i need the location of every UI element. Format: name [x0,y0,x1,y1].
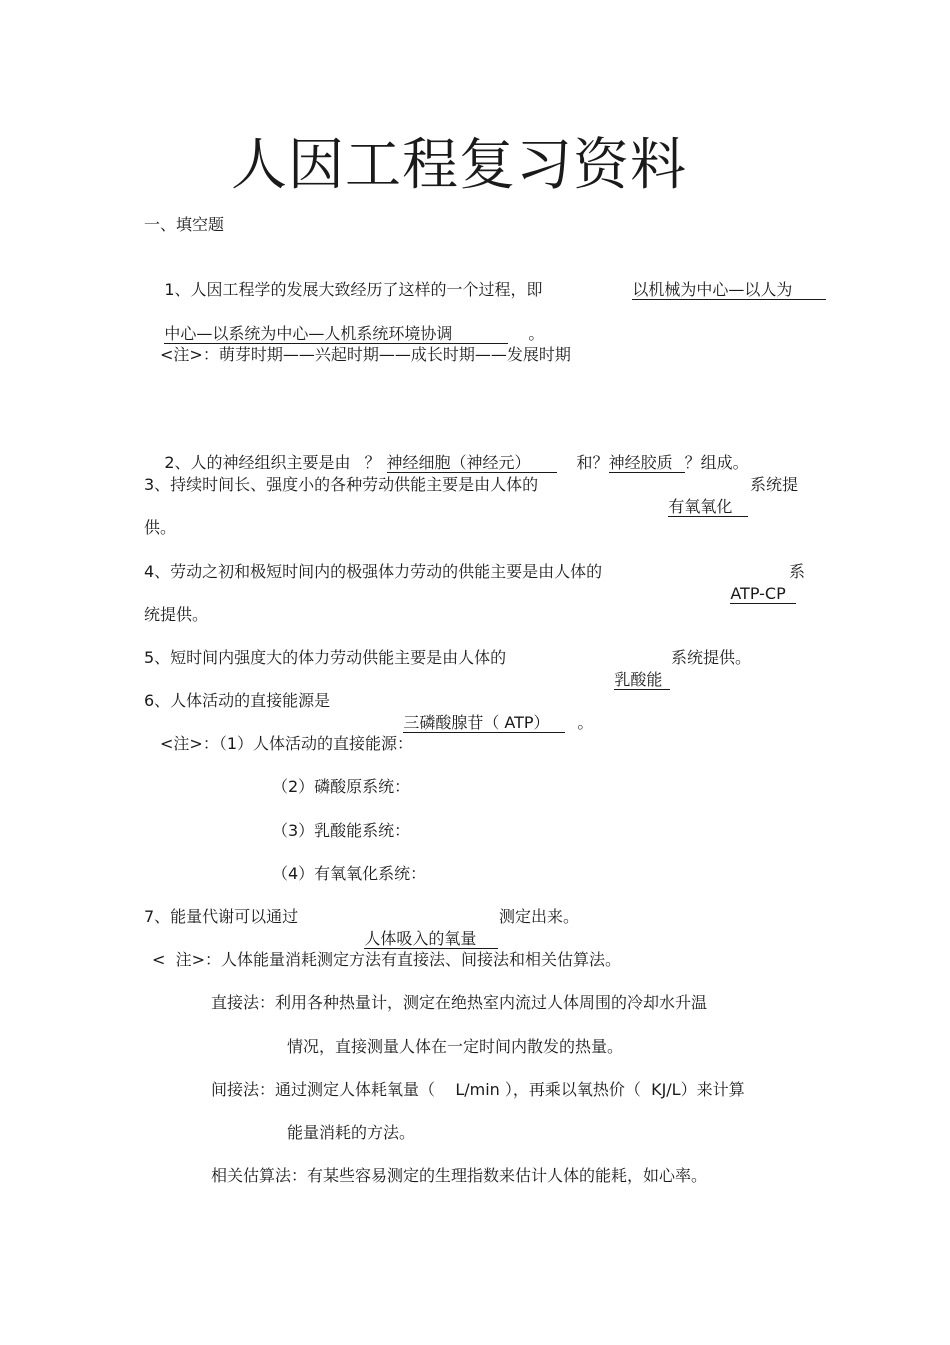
question-4-answer-wrap [710,561,796,627]
question-6-note-4: （4）有氧氧化系统： [272,864,427,883]
question-7-answer: 人体吸入的氧量 [364,929,477,948]
estimation-method-line: 相关估算法：有某些容易测定的生理指数来估计人体的能耗，如心率。 [211,1166,708,1185]
section-heading: 一、填空题 [144,215,225,234]
question-4-end-a: 系 [789,562,806,581]
question-2-prompt: 2、人的神经组织主要是由 [164,453,351,472]
question-4-prompt: 4、劳动之初和极短时间内的极强体力劳动的供能主要是由人体的 [144,562,603,581]
question-6-note-2: （2）磷酸原系统： [272,777,411,796]
question-1-answer-part2: 中心—以系统为中心—人机系统环境协调 [164,324,453,343]
question-7-note: < 注>：人体能量消耗测定方法有直接法、间接法和相关估算法。 [152,950,621,969]
question-6-note-3: （3）乳酸能系统： [272,821,411,840]
question-3-end-a: 系统提 [750,475,799,494]
question-5-prompt: 5、短时间内强度大的体力劳动供能主要是由人体的 [144,648,507,667]
question-5-answer: 乳酸能 [614,670,663,689]
question-3-answer-wrap [648,474,748,540]
question-2-mark: ？ [364,453,381,472]
question-6-end: 。 [577,713,594,732]
question-5-end: 系统提供。 [671,648,752,667]
question-2-answer-2: 神经胶质 [608,453,673,472]
question-7-prompt: 7、能量代谢可以通过 [144,907,299,926]
question-1-answer-part1: 以机械为中心—以人为 [632,280,793,299]
question-6-answer: 三磷酸腺苷（ ATP） [403,713,550,732]
question-3-end-b: 供。 [144,518,177,537]
question-6-note-1: <注>：（1）人体活动的直接能源： [160,734,413,753]
indirect-method-line-2: 能量消耗的方法。 [287,1123,416,1142]
question-3-answer: 有氧氧化 [668,497,733,516]
indirect-method-line-1: 间接法：通过测定人体耗氧量（ L/min ），再乘以氧热价（ KJ/L）来计算 [211,1080,745,1099]
question-1-prompt: 1、人因工程学的发展大致经历了这样的一个过程，即 [164,280,543,299]
question-4-answer: ATP-CP [730,584,786,603]
question-6-prompt: 6、人体活动的直接能源是 [144,691,331,710]
direct-method-line-2: 情况，直接测量人体在一定时间内散发的热量。 [287,1037,624,1056]
question-4-end-b: 统提供。 [144,605,209,624]
question-3-prompt: 3、持续时间长、强度小的各种劳动供能主要是由人体的 [144,475,539,494]
question-1-answer-a [612,257,826,323]
question-1-note: <注>：萌芽时期——兴起时期——成长时期——发展时期 [160,345,571,364]
question-2-answer-1: 神经细胞（神经元） [386,453,531,472]
question-6-answer-wrap [383,690,593,756]
document-title: 人因工程复习资料 [231,133,687,198]
direct-method-line-1: 直接法：利用各种热量计，测定在绝热室内流过人体周围的冷却水升温 [211,993,708,1012]
question-1-end: 。 [528,324,545,343]
question-5-answer-wrap [594,647,670,713]
question-7-end: 测定出来。 [499,907,580,926]
question-2-and: 和？ [576,453,609,472]
question-2-end: ？组成。 [684,453,749,472]
